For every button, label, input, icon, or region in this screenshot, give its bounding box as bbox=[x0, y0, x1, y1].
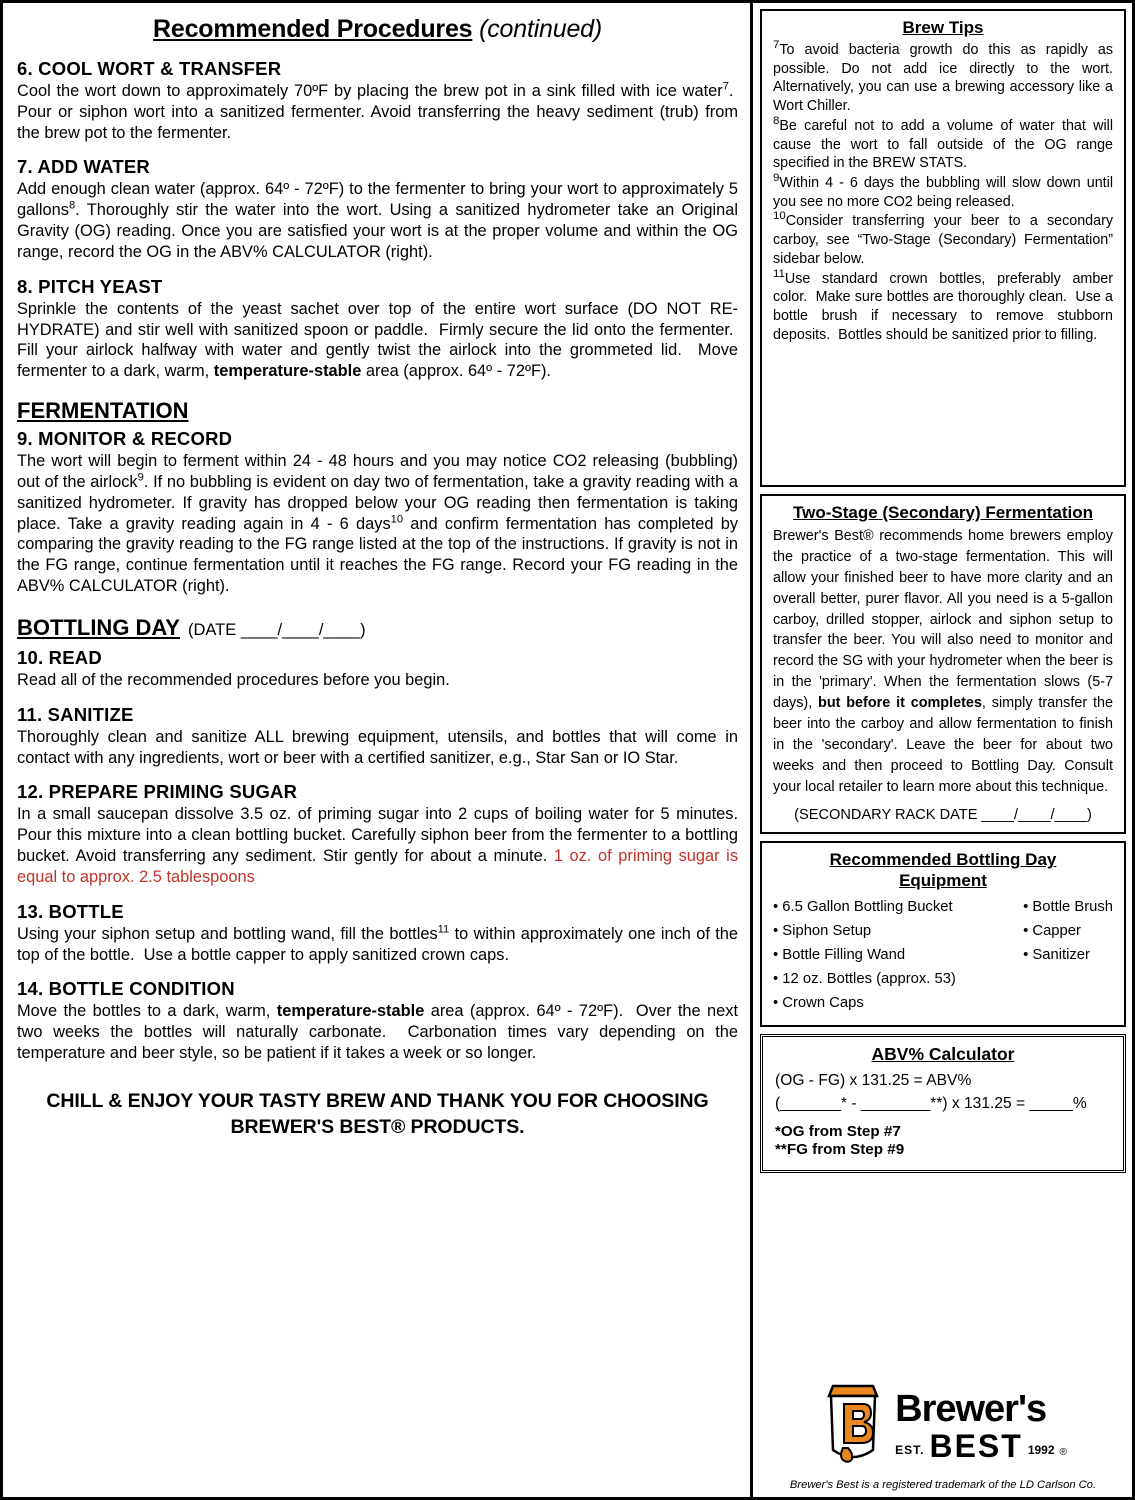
step-11 bbox=[17, 704, 738, 769]
step-6 bbox=[17, 58, 738, 143]
step-12 bbox=[17, 781, 738, 887]
step-11-heading: 11. SANITIZE bbox=[17, 703, 134, 725]
list-item: • Bottle Brush bbox=[1023, 899, 1113, 916]
equipment-list-left bbox=[773, 896, 1017, 1016]
step-7 bbox=[17, 156, 738, 262]
brew-tips-title: Brew Tips bbox=[902, 18, 984, 37]
abv-input-line[interactable]: (_______* - ________**) x 131.25 = _____% bbox=[775, 1095, 1087, 1113]
logo-wordmark bbox=[895, 1387, 1067, 1464]
step-6-body: Cool the wort down to approximately 70ºF by placing the brew pot in a sink filled with ice water$^7$. Pour or siphon wort into a sanitized fermenter. Avoid transferring the heavy sediment (trub) from the brew pot to the fermenter. bbox=[17, 80, 739, 142]
secondary-rack-date-field[interactable]: (SECONDARY RACK DATE ____/____/____) bbox=[794, 807, 1092, 824]
step-9 bbox=[17, 428, 738, 597]
step-12-body-note: 1 oz. of priming sugar is equal to approx. 2.5 tablespoons bbox=[17, 847, 739, 886]
brew-tip-9: $^9$Within 4 - 6 days the bubbling will slow down until you see no more CO2 being released. bbox=[773, 172, 1113, 210]
abv-formula: (OG - FG) x 131.25 = ABV% bbox=[775, 1072, 972, 1089]
two-stage-box bbox=[760, 494, 1126, 834]
list-item: • 6.5 Gallon Bottling Bucket bbox=[773, 899, 953, 916]
step-13-body: Using your siphon setup and bottling wand, fill the bottles$^{11}$ to within approximately one inch of the top of the bottle. Use a bottle capper to apply sanitized crown caps. bbox=[17, 923, 739, 964]
fermentation-section-title: FERMENTATION bbox=[17, 398, 189, 424]
step-12-body-text: In a small saucepan dissolve 3.5 oz. of priming sugar into 2 cups of boiling water for 5 minutes. Pour this mixture into a clean bottling bucket. Carefully siphon beer from the fermenter to a bottling bucket. Avoid transferring any sediment. Stir gently for about a minute. bbox=[17, 805, 739, 866]
logo-brewers-text: Brewer's bbox=[895, 1387, 1047, 1430]
equipment-box bbox=[760, 841, 1126, 1027]
bottling-day-heading bbox=[17, 615, 738, 641]
abv-calculator-title: ABV% Calculator bbox=[871, 1044, 1015, 1064]
step-7-body: Add enough clean water (approx. 64º - 72ºF) to the fermenter to bring your wort to approximately 5 gallons$^8$. Thoroughly stir the water into the wort. Using a sanitized hydrometer take an Original Gravity (OG) reading. Once you are satisfied your wort is at the proper volume and within the OG range, record the OG in the ABV% CALCULATOR (right). bbox=[17, 180, 739, 261]
step-8 bbox=[17, 276, 738, 382]
equipment-title bbox=[773, 850, 1113, 891]
logo-best-row bbox=[895, 1427, 1067, 1464]
list-item: • Bottle Filling Wand bbox=[773, 947, 906, 964]
step-6-heading: 6. COOL WORT & TRANSFER bbox=[17, 58, 282, 79]
logo-year-text: 1992 bbox=[1027, 1442, 1055, 1457]
page-title bbox=[17, 15, 738, 44]
step-14-heading: 14. BOTTLE CONDITION bbox=[17, 978, 235, 1000]
step-8-heading: 8. PITCH YEAST bbox=[17, 275, 163, 297]
list-item: • Sanitizer bbox=[1023, 947, 1090, 964]
step-13 bbox=[17, 901, 738, 966]
step-7-heading: 7. ADD WATER bbox=[17, 156, 150, 178]
step-14-body: Move the bottles to a dark, warm, temperature-stable area (approx. 64º - 72ºF). Over the next two weeks the bottles will naturally carbonate. Carbonation times vary depending on the temperature and beer style, so be patient if it takes a week or so longer. bbox=[17, 1002, 739, 1063]
list-item: • Capper bbox=[1023, 923, 1081, 940]
logo-registered-mark: ® bbox=[1059, 1446, 1067, 1458]
step-12-body bbox=[17, 804, 738, 887]
bottling-day-title: BOTTLING DAY bbox=[17, 614, 180, 640]
two-stage-title: Two-Stage (Secondary) Fermentation bbox=[792, 503, 1094, 522]
step-12-heading: 12. PREPARE PRIMING SUGAR bbox=[17, 781, 298, 803]
procedures-column bbox=[3, 3, 753, 1497]
list-item: • Crown Caps bbox=[773, 995, 864, 1012]
brewers-best-b-icon bbox=[819, 1380, 887, 1471]
abv-notes bbox=[775, 1123, 1111, 1160]
brew-tip-10: $^{10}$Consider transferring your beer to a secondary carboy, see “Two-Stage (Secondary) Fermentation” sidebar below. bbox=[773, 210, 1113, 267]
trademark-notice: Brewer's Best is a registered trademark of the LD Carlson Co. bbox=[789, 1479, 1097, 1491]
two-stage-body-part2: , simply transfer the beer into the carboy and allow fermentation to finish in the 'secondary'. Leave the beer for about two weeks and then proceed to Bottling Day. Consult your local retailer to learn more about this technique. bbox=[773, 695, 1113, 795]
closing-message: CHILL & ENJOY YOUR TASTY BREW AND THANK YOU FOR CHOOSING BREWER'S BEST® PRODUCTS. bbox=[46, 1089, 709, 1139]
step-14 bbox=[17, 978, 738, 1063]
bottling-day-date-field[interactable]: (DATE ____/____/____) bbox=[187, 620, 366, 639]
two-stage-body-part1: Brewer's Best® recommends home brewers employ the practice of a two-stage fermentation. This will allow your finished beer to have more clarity and an overall better, purer flavor. All you need is a 5-gallon carboy, drilled stopper, airlock and siphon setup to transfer the beer. You will also need to monitor and record the SG with your hydrometer when the beer is in the 'primary'. When the fermentation slows (5-7 days), bbox=[773, 528, 1113, 711]
abv-calculator-box bbox=[760, 1034, 1126, 1173]
logo-best-text: BEST bbox=[929, 1427, 1023, 1464]
step-9-body: The wort will begin to ferment within 24 - 48 hours and you may notice CO2 releasing (bubbling) out of the airlock$^9$. If no bubbling is evident on day two of fermentation, take a gravity reading with a sanitized hydrometer. If gravity has dropped below your OG reading then fermentation is taking place. Take a gravity reading again in 4 - 6 days$^{10}$ and confirm fermentation has completed by comparing the gravity reading to the FG range listed at the top of the instructions. If gravity is not in the FG range, continue fermentation until it reaches the FG range. Record your FG reading in the ABV% CALCULATOR (right). bbox=[17, 452, 739, 596]
step-10-body: Read all of the recommended procedures before you begin. bbox=[17, 670, 450, 689]
brew-tips-box bbox=[760, 9, 1126, 487]
abv-note-fg: **FG from Step #9 bbox=[775, 1141, 905, 1159]
brew-tip-7: $^7$To avoid bacteria growth do this as rapidly as possible. Do not add ice directly to the wort. Alternatively, you can use a brewing accessory like a Wort Chiller. bbox=[773, 39, 1113, 115]
step-9-heading: 9. MONITOR & RECORD bbox=[17, 428, 233, 450]
equipment-lists bbox=[773, 896, 1113, 1016]
list-item: • 12 oz. Bottles (approx. 53) bbox=[773, 971, 956, 988]
two-stage-body bbox=[773, 526, 1113, 797]
equipment-list-right bbox=[1023, 896, 1113, 1016]
logo-row bbox=[819, 1380, 1067, 1471]
step-10-heading: 10. READ bbox=[17, 646, 102, 668]
step-10 bbox=[17, 647, 738, 691]
equipment-title-line2: Equipment bbox=[899, 870, 987, 890]
abv-note-og: *OG from Step #7 bbox=[775, 1122, 901, 1140]
page-title-main: Recommended Procedures bbox=[153, 15, 473, 43]
sidebar-column bbox=[753, 3, 1132, 1497]
step-13-heading: 13. BOTTLE bbox=[17, 900, 124, 922]
list-item: • Siphon Setup bbox=[773, 923, 872, 940]
step-8-body: Sprinkle the contents of the yeast sachet over top of the entire wort surface (DO NOT RE-HYDRATE) and stir well with sanitized spoon or paddle. Firmly secure the lid onto the fermenter. Fill your airlock halfway with water and gently twist the airlock into the grommeted lid. Move fermenter to a dark, warm, temperature-stable area (approx. 64º - 72ºF). bbox=[17, 299, 739, 381]
equipment-title-line1: Recommended Bottling Day bbox=[829, 850, 1057, 870]
brand-logo-area bbox=[760, 1376, 1126, 1491]
brew-tip-11: $^{11}$Use standard crown bottles, preferably amber color. Make sure bottles are thoroughly clean. Use a bottle brush if necessary to remove stubborn deposits. Bottles should be sanitized prior to filling. bbox=[773, 267, 1113, 343]
two-stage-body-emphasis: but before it completes bbox=[818, 695, 982, 711]
step-11-body: Thoroughly clean and sanitize ALL brewing equipment, utensils, and bottles that will come in contact with any ingredients, wort or beer with a certified sanitizer, e.g., Star San or IO Star. bbox=[17, 727, 739, 767]
brew-tip-8: $^8$Be careful not to add a volume of water that will cause the wort to fall outside of the OG range specified in the BREW STATS. bbox=[773, 115, 1113, 172]
logo-est-text: EST. bbox=[895, 1442, 925, 1457]
page-title-continued: (continued) bbox=[479, 15, 602, 43]
